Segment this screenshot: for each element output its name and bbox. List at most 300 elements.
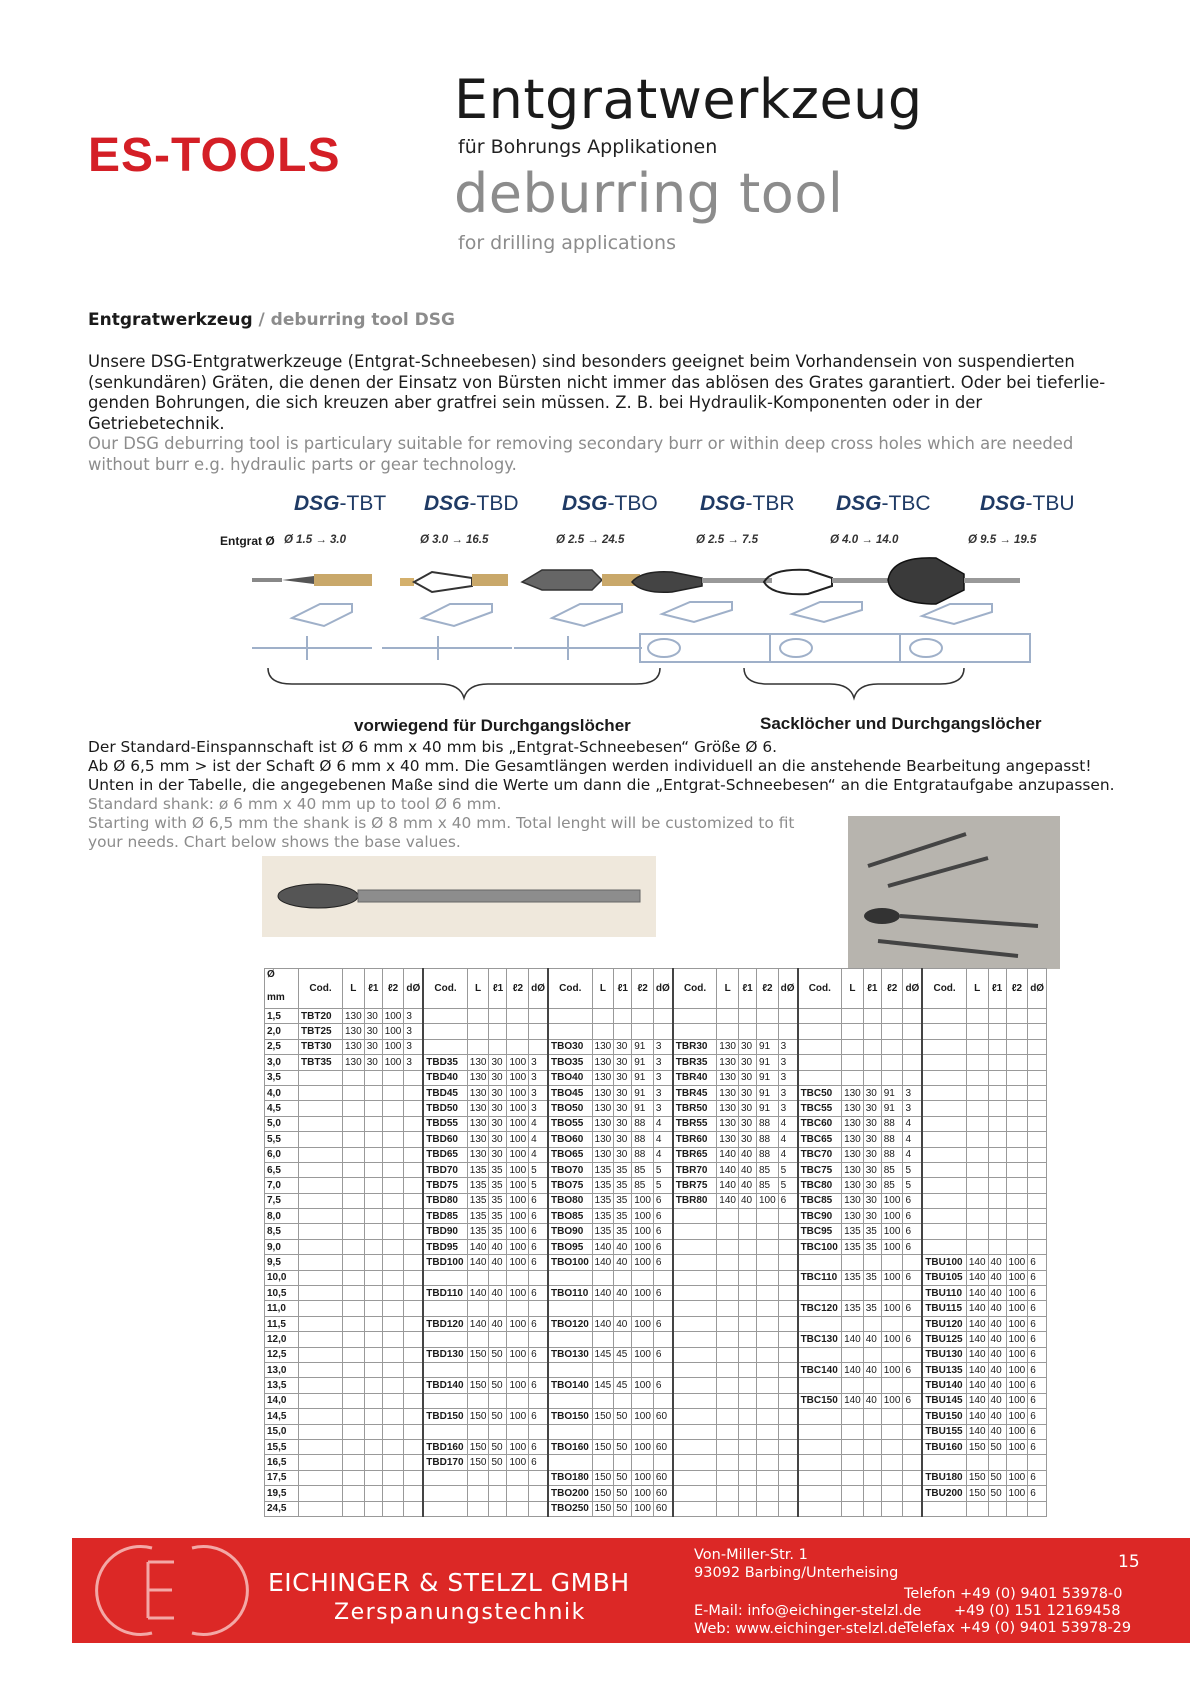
value-cell: 130 — [842, 1132, 864, 1147]
value-cell — [343, 1147, 365, 1162]
value-cell: 50 — [489, 1409, 507, 1424]
value-cell: 130 — [467, 1070, 489, 1085]
value-cell — [467, 1486, 489, 1501]
value-cell: 30 — [614, 1085, 632, 1100]
intro-de: Unsere DSG-Entgratwerkzeuge (Entgrat-Schneebesen) sind besonders geeignet beim Vorhandensein von suspendierten (senkundären) Gräten, die denen der Einsatz von Bürsten nicht immer das ablösen des Grates garantiert. Oder bei tieferlie-genden Bohrungen, die sich kreuzen aber gratfrei sein müssen. Z. B. bei Hydraulik-Komponenten oder in der Getriebetechnik. — [88, 352, 1106, 433]
value-cell: 100 — [507, 1224, 529, 1239]
value-cell — [592, 1455, 614, 1470]
value-cell — [404, 1378, 423, 1393]
code-cell: TBR70 — [673, 1162, 717, 1177]
value-cell: 130 — [842, 1193, 864, 1208]
value-cell: 5 — [529, 1178, 548, 1193]
value-cell — [778, 1209, 797, 1224]
value-cell — [1006, 1501, 1028, 1516]
value-cell: 6 — [903, 1362, 922, 1377]
value-cell: 135 — [467, 1178, 489, 1193]
value-cell — [382, 1070, 404, 1085]
value-cell: 6 — [653, 1378, 672, 1393]
value-cell — [507, 1332, 529, 1347]
value-cell: 100 — [756, 1193, 778, 1208]
code-cell — [299, 1455, 343, 1470]
code-cell — [299, 1424, 343, 1439]
value-cell — [507, 1486, 529, 1501]
value-cell — [382, 1116, 404, 1131]
tool-name-tbr: DSG-TBR — [700, 492, 795, 515]
value-cell: 35 — [614, 1162, 632, 1177]
value-cell: 100 — [632, 1209, 654, 1224]
col-header: ℓ1 — [364, 969, 382, 1009]
value-cell: 140 — [966, 1286, 988, 1301]
code-cell: TBD35 — [423, 1055, 467, 1070]
value-cell: 30 — [489, 1085, 507, 1100]
col-header: ℓ1 — [489, 969, 507, 1009]
value-cell — [988, 1455, 1006, 1470]
value-cell — [343, 1362, 365, 1377]
value-cell — [778, 1424, 797, 1439]
value-cell: 6 — [1028, 1362, 1047, 1377]
table-row — [265, 1178, 1047, 1193]
value-cell: 6 — [529, 1239, 548, 1254]
value-cell: 88 — [756, 1147, 778, 1162]
value-cell: 40 — [863, 1362, 881, 1377]
table-row — [265, 1347, 1047, 1362]
value-cell — [653, 1362, 672, 1377]
value-cell — [364, 1316, 382, 1331]
code-cell — [299, 1147, 343, 1162]
code-cell: TBO140 — [548, 1378, 592, 1393]
value-cell: 100 — [632, 1501, 654, 1516]
code-cell — [798, 1255, 842, 1270]
value-cell: 6 — [903, 1393, 922, 1408]
value-cell — [903, 1070, 922, 1085]
value-cell — [756, 1239, 778, 1254]
value-cell: 45 — [614, 1378, 632, 1393]
value-cell: 35 — [489, 1224, 507, 1239]
code-cell — [299, 1085, 343, 1100]
code-cell: TBO250 — [548, 1501, 592, 1516]
value-cell: 3 — [529, 1055, 548, 1070]
value-cell — [489, 1393, 507, 1408]
value-cell — [382, 1424, 404, 1439]
code-cell — [922, 1178, 966, 1193]
value-cell — [467, 1393, 489, 1408]
value-cell: 140 — [467, 1255, 489, 1270]
value-cell — [1028, 1101, 1047, 1116]
value-cell — [614, 1270, 632, 1285]
table-row — [265, 1486, 1047, 1501]
value-cell — [842, 1409, 864, 1424]
code-cell — [673, 1255, 717, 1270]
value-cell — [507, 1424, 529, 1439]
value-cell: 6 — [903, 1193, 922, 1208]
value-cell — [343, 1409, 365, 1424]
col-header: ℓ2 — [632, 969, 654, 1009]
value-cell — [343, 1255, 365, 1270]
table-row — [265, 1470, 1047, 1485]
value-cell: 30 — [738, 1116, 756, 1131]
value-cell: 30 — [863, 1101, 881, 1116]
value-cell — [343, 1455, 365, 1470]
value-cell — [364, 1362, 382, 1377]
value-cell — [717, 1239, 739, 1254]
value-cell — [382, 1486, 404, 1501]
value-cell: 60 — [653, 1501, 672, 1516]
value-cell: 130 — [592, 1101, 614, 1116]
value-cell — [842, 1070, 864, 1085]
range-tbr: Ø 2.5 → 7.5 — [696, 534, 759, 546]
value-cell — [653, 1455, 672, 1470]
value-cell — [404, 1286, 423, 1301]
code-cell — [548, 1362, 592, 1377]
value-cell: 30 — [738, 1039, 756, 1054]
value-cell: 100 — [632, 1286, 654, 1301]
value-cell: 140 — [592, 1239, 614, 1254]
code-cell: TBD140 — [423, 1378, 467, 1393]
value-cell: 6 — [1028, 1316, 1047, 1331]
value-cell: 100 — [507, 1286, 529, 1301]
value-cell — [1028, 1209, 1047, 1224]
value-cell — [842, 1055, 864, 1070]
code-cell: TBO70 — [548, 1162, 592, 1177]
value-cell: 100 — [507, 1085, 529, 1100]
value-cell: 4 — [529, 1147, 548, 1162]
value-cell — [988, 1178, 1006, 1193]
value-cell — [592, 1393, 614, 1408]
value-cell: 40 — [738, 1178, 756, 1193]
value-cell: 130 — [343, 1009, 365, 1024]
code-cell: TBT20 — [299, 1009, 343, 1024]
value-cell: 130 — [842, 1085, 864, 1100]
code-cell — [423, 1270, 467, 1285]
value-cell — [404, 1455, 423, 1470]
value-cell: 6 — [653, 1239, 672, 1254]
code-cell: TBR55 — [673, 1116, 717, 1131]
value-cell — [881, 1039, 903, 1054]
value-cell: 3 — [903, 1101, 922, 1116]
value-cell — [404, 1224, 423, 1239]
value-cell: 85 — [881, 1162, 903, 1177]
col-header: L — [966, 969, 988, 1009]
value-cell — [863, 1470, 881, 1485]
col-header: L — [592, 969, 614, 1009]
value-cell: 30 — [489, 1132, 507, 1147]
value-cell — [382, 1455, 404, 1470]
value-cell: 3 — [404, 1009, 423, 1024]
value-cell: 100 — [881, 1301, 903, 1316]
value-cell: 140 — [966, 1332, 988, 1347]
value-cell: 35 — [489, 1178, 507, 1193]
value-cell — [881, 1009, 903, 1024]
value-cell — [881, 1347, 903, 1362]
value-cell: 6 — [903, 1209, 922, 1224]
value-cell — [863, 1378, 881, 1393]
code-cell — [299, 1286, 343, 1301]
value-cell — [903, 1286, 922, 1301]
value-cell — [343, 1162, 365, 1177]
code-cell: TBT35 — [299, 1055, 343, 1070]
value-cell: 91 — [756, 1085, 778, 1100]
code-cell: TBO90 — [548, 1224, 592, 1239]
code-cell — [299, 1470, 343, 1485]
value-cell — [343, 1239, 365, 1254]
value-cell: 40 — [988, 1362, 1006, 1377]
value-cell — [988, 1239, 1006, 1254]
value-cell — [529, 1393, 548, 1408]
value-cell: 30 — [738, 1132, 756, 1147]
value-cell — [988, 1085, 1006, 1100]
value-cell — [738, 1424, 756, 1439]
web-link[interactable]: Web: www.eichinger-stelzl.de — [694, 1621, 907, 1637]
value-cell — [903, 1439, 922, 1454]
value-cell: 100 — [1006, 1424, 1028, 1439]
value-cell — [489, 1270, 507, 1285]
value-cell — [343, 1116, 365, 1131]
code-cell: TBD170 — [423, 1455, 467, 1470]
code-cell: TBR45 — [673, 1085, 717, 1100]
value-cell — [756, 1301, 778, 1316]
brace-lines — [264, 664, 1064, 714]
value-cell — [382, 1301, 404, 1316]
code-cell — [548, 1332, 592, 1347]
diameter-cell: 11,0 — [265, 1301, 299, 1316]
code-cell: TBO180 — [548, 1470, 592, 1485]
code-cell — [673, 1455, 717, 1470]
value-cell — [632, 1024, 654, 1039]
value-cell — [592, 1024, 614, 1039]
value-cell: 3 — [778, 1070, 797, 1085]
col-header: dØ — [404, 969, 423, 1009]
value-cell — [717, 1316, 739, 1331]
table-row — [265, 1209, 1047, 1224]
email-link[interactable]: E-Mail: info@eichinger-stelzl.de — [694, 1603, 922, 1619]
code-cell: TBD95 — [423, 1239, 467, 1254]
code-cell — [423, 1332, 467, 1347]
code-cell — [673, 1424, 717, 1439]
value-cell — [778, 1393, 797, 1408]
value-cell — [988, 1024, 1006, 1039]
value-cell — [364, 1178, 382, 1193]
value-cell: 140 — [842, 1332, 864, 1347]
code-cell — [299, 1116, 343, 1131]
value-cell — [404, 1132, 423, 1147]
value-cell: 130 — [717, 1085, 739, 1100]
code-cell — [299, 1332, 343, 1347]
code-cell: TBR80 — [673, 1193, 717, 1208]
value-cell — [717, 1347, 739, 1362]
code-cell — [299, 1101, 343, 1116]
value-cell — [364, 1085, 382, 1100]
tool-photo-shank — [262, 856, 656, 937]
value-cell — [382, 1316, 404, 1331]
value-cell — [1028, 1224, 1047, 1239]
value-cell: 150 — [966, 1439, 988, 1454]
code-cell: TBC140 — [798, 1362, 842, 1377]
diameter-cell: 9,0 — [265, 1239, 299, 1254]
value-cell — [756, 1286, 778, 1301]
code-cell — [922, 1193, 966, 1208]
code-cell — [423, 1362, 467, 1377]
value-cell — [653, 1424, 672, 1439]
value-cell: 130 — [717, 1132, 739, 1147]
code-cell — [673, 1409, 717, 1424]
value-cell — [343, 1224, 365, 1239]
value-cell: 140 — [966, 1424, 988, 1439]
value-cell: 130 — [842, 1162, 864, 1177]
code-cell — [673, 1270, 717, 1285]
value-cell — [364, 1101, 382, 1116]
value-cell: 150 — [592, 1470, 614, 1485]
value-cell: 100 — [1006, 1378, 1028, 1393]
table-row — [265, 1439, 1047, 1454]
col-header: dØ — [903, 969, 922, 1009]
value-cell: 140 — [717, 1193, 739, 1208]
value-cell: 6 — [529, 1224, 548, 1239]
value-cell: 40 — [988, 1347, 1006, 1362]
col-header: ℓ2 — [1006, 969, 1028, 1009]
value-cell — [364, 1286, 382, 1301]
value-cell — [1006, 1055, 1028, 1070]
value-cell: 6 — [653, 1209, 672, 1224]
code-cell — [299, 1501, 343, 1516]
value-cell — [903, 1378, 922, 1393]
code-cell: TBO95 — [548, 1239, 592, 1254]
value-cell — [364, 1455, 382, 1470]
range-tbt: Ø 1.5 → 3.0 — [284, 534, 347, 546]
value-cell — [881, 1439, 903, 1454]
code-cell: TBD55 — [423, 1116, 467, 1131]
code-cell — [673, 1501, 717, 1516]
value-cell: 30 — [364, 1055, 382, 1070]
value-cell: 91 — [756, 1070, 778, 1085]
value-cell — [404, 1470, 423, 1485]
code-cell: TBR40 — [673, 1070, 717, 1085]
value-cell — [778, 1362, 797, 1377]
value-cell — [529, 1039, 548, 1054]
value-cell — [343, 1316, 365, 1331]
value-cell: 6 — [529, 1455, 548, 1470]
value-cell — [756, 1024, 778, 1039]
value-cell: 100 — [881, 1362, 903, 1377]
value-cell — [653, 1024, 672, 1039]
tool-photo-set — [848, 816, 1060, 969]
value-cell — [1028, 1116, 1047, 1131]
value-cell — [529, 1009, 548, 1024]
code-cell: TBU200 — [922, 1486, 966, 1501]
value-cell: 3 — [653, 1070, 672, 1085]
value-cell — [1028, 1455, 1047, 1470]
value-cell: 50 — [614, 1409, 632, 1424]
value-cell: 100 — [507, 1193, 529, 1208]
value-cell — [382, 1409, 404, 1424]
col-header: ℓ2 — [881, 969, 903, 1009]
value-cell: 100 — [507, 1255, 529, 1270]
value-cell: 4 — [529, 1132, 548, 1147]
col-header: dØ — [778, 969, 797, 1009]
value-cell: 40 — [489, 1255, 507, 1270]
value-cell: 40 — [988, 1378, 1006, 1393]
table-row — [265, 1162, 1047, 1177]
value-cell — [404, 1070, 423, 1085]
value-cell — [1006, 1009, 1028, 1024]
value-cell — [903, 1255, 922, 1270]
value-cell: 91 — [632, 1039, 654, 1054]
value-cell: 140 — [592, 1316, 614, 1331]
value-cell: 130 — [842, 1147, 864, 1162]
value-cell: 6 — [1028, 1439, 1047, 1454]
value-cell: 6 — [529, 1255, 548, 1270]
code-cell: TBU135 — [922, 1362, 966, 1377]
value-cell — [778, 1409, 797, 1424]
value-cell: 3 — [778, 1101, 797, 1116]
value-cell: 30 — [738, 1101, 756, 1116]
value-cell: 130 — [592, 1116, 614, 1131]
code-cell — [423, 1470, 467, 1485]
value-cell — [756, 1316, 778, 1331]
value-cell — [966, 1193, 988, 1208]
value-cell — [343, 1085, 365, 1100]
value-cell — [382, 1193, 404, 1208]
value-cell: 135 — [592, 1209, 614, 1224]
value-cell: 40 — [738, 1162, 756, 1177]
value-cell: 6 — [529, 1209, 548, 1224]
value-cell — [756, 1439, 778, 1454]
code-cell — [299, 1209, 343, 1224]
tool-name-tbc: DSG-TBC — [836, 492, 931, 515]
value-cell — [467, 1424, 489, 1439]
col-header: ℓ1 — [614, 969, 632, 1009]
value-cell: 45 — [614, 1347, 632, 1362]
value-cell — [842, 1455, 864, 1470]
value-cell: 4 — [778, 1116, 797, 1131]
table-row — [265, 1239, 1047, 1254]
table-row — [265, 1424, 1047, 1439]
value-cell: 130 — [842, 1116, 864, 1131]
value-cell — [881, 1255, 903, 1270]
value-cell — [863, 1039, 881, 1054]
col-header: L — [842, 969, 864, 1009]
value-cell: 100 — [507, 1455, 529, 1470]
value-cell — [467, 1270, 489, 1285]
value-cell: 40 — [988, 1393, 1006, 1408]
value-cell — [364, 1501, 382, 1516]
value-cell — [738, 1409, 756, 1424]
value-cell: 6 — [903, 1224, 922, 1239]
value-cell: 91 — [756, 1055, 778, 1070]
code-cell — [673, 1439, 717, 1454]
value-cell — [1006, 1024, 1028, 1039]
value-cell: 30 — [489, 1147, 507, 1162]
value-cell: 100 — [632, 1316, 654, 1331]
value-cell: 88 — [881, 1132, 903, 1147]
value-cell: 130 — [343, 1055, 365, 1070]
value-cell: 3 — [653, 1055, 672, 1070]
value-cell — [1006, 1101, 1028, 1116]
value-cell — [382, 1501, 404, 1516]
value-cell — [364, 1439, 382, 1454]
section-heading-en: deburring tool DSG — [270, 310, 455, 330]
value-cell — [842, 1286, 864, 1301]
value-cell — [467, 1470, 489, 1485]
table-row — [265, 1501, 1047, 1516]
col-header: ℓ2 — [507, 969, 529, 1009]
value-cell — [738, 1009, 756, 1024]
value-cell — [717, 1332, 739, 1347]
code-cell — [299, 1255, 343, 1270]
value-cell — [881, 1286, 903, 1301]
value-cell: 135 — [467, 1193, 489, 1208]
value-cell: 6 — [903, 1270, 922, 1285]
value-cell: 6 — [653, 1255, 672, 1270]
